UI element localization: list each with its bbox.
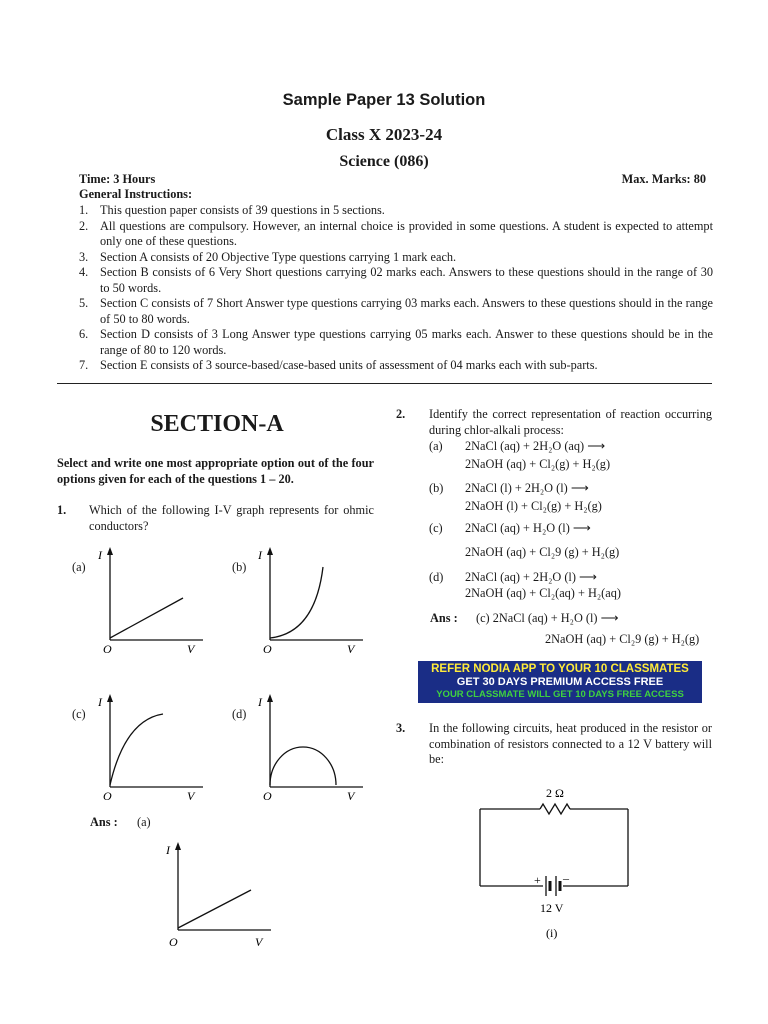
option-label-b: (b) [232, 560, 247, 574]
q2-option-c-line1: 2NaCl (aq) + H₂O (l) ⟶ [465, 521, 591, 535]
q2-ans-label: Ans : [430, 611, 458, 625]
question-3 [396, 721, 712, 768]
question-text: In the following circuits, heat produced in the resistor or combination of resistors connected to a 12 V battery will be: [429, 721, 712, 766]
question-number: 1. [57, 503, 67, 517]
q2-option-b-line1: 2NaCl (l) + 2H₂O (l) ⟶ [465, 481, 589, 495]
q2-option-a-line2: 2NaOH (aq) + Cl₂(g) + H₂(g) [465, 457, 611, 471]
instruction-item: 4. Section B consists of 6 Very Short questions carrying 02 marks each. Answers to these questions should in the range of 30 to 50 words. [79, 265, 713, 295]
q2-option-b-line2: 2NaOH (l) + Cl₂(g) + H₂(g) [465, 499, 602, 513]
q2-option-label-a: (a) [429, 439, 443, 453]
axis-label-v: V [187, 789, 195, 803]
q2-option-a-line1: 2NaCl (aq) + 2H₂O (aq) ⟶ [465, 439, 605, 453]
answer-graph [163, 840, 273, 952]
question-1 [57, 503, 374, 534]
q2-option-d-line1: 2NaCl (aq) + 2H₂O (l) ⟶ [465, 570, 597, 584]
instructions-list [79, 203, 713, 374]
paper-title: Sample Paper 13 Solution [282, 91, 486, 109]
question-number: 2. [396, 407, 406, 421]
class-line: Class X 2023-24 [325, 125, 443, 144]
banner-line-1: REFER NODIA APP TO YOUR 10 CLASSMATES [431, 663, 689, 675]
option-label-d: (d) [232, 707, 247, 721]
graph-b [255, 545, 365, 657]
q2-ans-line2: 2NaOH (aq) + Cl₂9 (g) + H₂(g) [545, 632, 700, 646]
section-a-intro: Select and write one most appropriate option out of the four options given for each of the questions 1 – 20. [57, 456, 374, 486]
q2-option-label-c: (c) [429, 521, 443, 535]
q2-option-label-d: (d) [429, 570, 444, 584]
battery-icon [546, 876, 560, 896]
time-label: Time: 3 Hours [79, 172, 156, 186]
subject-line: Science (086) [339, 153, 429, 170]
q2-option-d-line2: 2NaOH (aq) + Cl₂(aq) + H₂(aq) [465, 586, 621, 600]
question-text: Identify the correct representation of reaction occurring during chlor-alkali process: [429, 407, 712, 437]
max-marks-label: Max. Marks: 80 [621, 172, 706, 186]
banner-line-3: YOUR CLASSMATE WILL GET 10 DAYS FREE ACCESS [436, 689, 684, 700]
q2-option-c-line2: 2NaOH (aq) + Cl₂9 (g) + H₂(g) [465, 545, 620, 559]
question-2 [396, 407, 712, 438]
axis-label-i: I [166, 843, 170, 857]
axis-label-v: V [347, 642, 355, 656]
axis-label-v: V [187, 642, 195, 656]
resistor-label: 2 Ω [546, 786, 564, 800]
battery-label: 12 V [540, 901, 564, 915]
instruction-item: 1. This question paper consists of 39 questions in 5 sections. [79, 203, 385, 217]
question-number: 3. [396, 721, 406, 735]
general-instructions-heading: General Instructions: [79, 187, 193, 201]
graph-c [95, 692, 205, 804]
instruction-item: 5. Section C consists of 7 Short Answer type questions carrying 03 marks each. Answers to these questions should in the range of 50 to 80 words. [79, 296, 713, 326]
axis-label-i: I [98, 695, 102, 709]
origin-label: O [169, 935, 178, 949]
divider-rule [57, 383, 712, 384]
axis-label-i: I [258, 548, 262, 562]
graph-a [95, 545, 205, 657]
axis-label-v: V [255, 935, 263, 949]
section-a-heading: SECTION-A [150, 411, 284, 437]
instruction-item: 2. All questions are compulsory. However, an internal choice is provided in some questions. A student is expected to attempt only one of these questions. [79, 218, 713, 248]
origin-label: O [263, 642, 272, 656]
axis-label-v: V [347, 789, 355, 803]
circuit-diagram [470, 782, 640, 942]
axis-label-i: I [98, 548, 102, 562]
graph-d [255, 692, 365, 804]
axis-label-i: I [258, 695, 262, 709]
origin-label: O [103, 642, 112, 656]
origin-label: O [103, 789, 112, 803]
origin-label: O [263, 789, 272, 803]
plus-sign: + [534, 873, 541, 887]
minus-sign: – [563, 871, 569, 885]
banner-line-2: GET 30 DAYS PREMIUM ACCESS FREE [456, 676, 664, 688]
q1-ans-label: Ans : [90, 815, 118, 829]
instruction-item: 7. Section E consists of 3 source-based/case-based units of assessment of 04 marks each with sub-parts. [79, 358, 598, 372]
option-label-a: (a) [72, 560, 86, 574]
instruction-item: 3. Section A consists of 20 Objective Type questions carrying 1 mark each. [79, 249, 457, 264]
q2-option-label-b: (b) [429, 481, 444, 495]
resistor-icon [540, 804, 570, 814]
question-text: Which of the following I-V graph represents for ohmic conductors? [89, 503, 374, 533]
promo-banner[interactable] [418, 661, 702, 703]
circuit-caption: (i) [546, 926, 558, 940]
q1-ans-value: (a) [137, 815, 151, 829]
q2-ans-line1: (c) 2NaCl (aq) + H₂O (l) ⟶ [476, 611, 619, 625]
instruction-item: 6. Section D consists of 3 Long Answer type questions carrying 05 marks each. Answer to these questions should be in the range of 80 to 120 words. [79, 327, 713, 357]
option-label-c: (c) [72, 707, 86, 721]
